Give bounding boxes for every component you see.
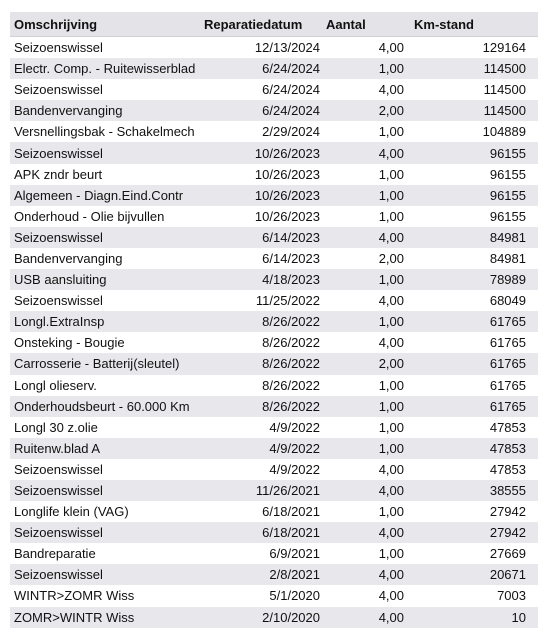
cell-date: 6/24/2024 [262,61,320,77]
cell-mileage: 47853 [489,440,526,456]
cell-quantity: 1,00 [378,419,404,435]
cell-description: Electr. Comp. - Ruitewisserblad [14,61,196,77]
table-row [10,480,538,501]
cell-description: Seizoenswissel [14,82,103,98]
table-row [10,417,538,438]
cell-mileage: 114500 [483,61,526,77]
cell-date: 5/1/2020 [269,588,320,604]
table-row [10,522,538,543]
cell-mileage: 61765 [489,377,526,393]
table-row [10,332,538,353]
cell-mileage: 104889 [482,124,526,140]
cell-date: 8/26/2022 [262,356,320,372]
cell-mileage: 7003 [497,588,526,604]
cell-date: 8/26/2022 [262,377,320,393]
table-row [10,121,538,142]
cell-description: Longl.ExtraInsp [14,314,105,330]
cell-mileage: 96155 [489,187,526,203]
cell-description: Onderhoudsbeurt - 60.000 Km [14,398,190,414]
cell-quantity: 1,00 [378,440,404,456]
table-row [10,269,538,290]
cell-date: 10/26/2023 [254,166,320,182]
cell-description: Seizoenswissel [14,229,103,245]
cell-date: 6/24/2024 [262,103,320,119]
cell-description: USB aansluiting [14,272,107,288]
cell-date: 8/26/2022 [262,335,320,351]
table-row [10,311,538,332]
cell-date: 2/29/2024 [262,124,320,140]
repair-history-table [10,12,538,628]
cell-mileage: 38555 [489,483,526,499]
cell-description: ZOMR>WINTR Wiss [14,609,135,625]
table-row [10,543,538,564]
cell-quantity: 4,00 [378,82,404,98]
cell-description: WINTR>ZOMR Wiss [14,588,135,604]
cell-mileage: 61765 [489,314,526,330]
cell-quantity: 4,00 [378,525,404,541]
cell-date: 6/14/2023 [262,229,320,245]
cell-date: 10/26/2023 [254,208,320,224]
cell-description: Bandenvervanging [14,103,123,119]
cell-date: 6/9/2021 [269,546,320,562]
table-row [10,248,538,269]
cell-date: 8/26/2022 [262,314,320,330]
cell-mileage: 114500 [483,103,526,119]
table-row [10,564,538,585]
cell-description: Seizoenswissel [14,461,103,477]
table-row [10,142,538,163]
table-row [10,79,538,100]
table-row [10,58,538,79]
cell-quantity: 1,00 [378,208,404,224]
table-row [10,459,538,480]
cell-mileage: 84981 [489,250,526,266]
cell-description: Bandenvervanging [14,250,123,266]
table-row [10,607,538,628]
cell-description: Seizoenswissel [14,483,103,499]
cell-mileage: 129164 [482,40,526,56]
cell-mileage: 20671 [489,567,526,583]
cell-description: APK zndr beurt [14,166,103,182]
table-row [10,164,538,185]
cell-date: 10/26/2023 [254,145,320,161]
cell-quantity: 4,00 [378,567,404,583]
cell-quantity: 1,00 [378,187,404,203]
cell-mileage: 96155 [489,208,526,224]
cell-description: Seizoenswissel [14,145,103,161]
table-row [10,227,538,248]
cell-quantity: 4,00 [378,461,404,477]
header-quantity[interactable]: Aantal [326,16,366,32]
cell-date: 11/25/2022 [255,293,320,309]
cell-date: 2/8/2021 [269,567,320,583]
cell-quantity: 1,00 [378,504,404,520]
cell-description: Ruitenw.blad A [14,440,101,456]
cell-description: Seizoenswissel [14,567,103,583]
table-row [10,375,538,396]
cell-mileage: 68049 [489,293,526,309]
cell-description: Bandreparatie [14,546,96,562]
cell-date: 4/9/2022 [269,461,320,477]
cell-quantity: 4,00 [378,588,404,604]
cell-description: Longlife klein (VAG) [14,504,129,520]
cell-quantity: 4,00 [378,609,404,625]
cell-mileage: 47853 [489,419,526,435]
table-row [10,438,538,459]
table-row [10,290,538,311]
cell-quantity: 2,00 [378,250,404,266]
cell-mileage: 78989 [489,272,526,288]
header-date[interactable]: Reparatiedatum [204,16,303,32]
table-row [10,37,538,58]
cell-mileage: 114500 [483,82,526,98]
cell-mileage: 61765 [489,398,526,414]
table-row [10,100,538,121]
cell-mileage: 61765 [489,356,526,372]
cell-mileage: 27669 [489,546,526,562]
cell-description: Seizoenswissel [14,293,103,309]
cell-quantity: 1,00 [378,166,404,182]
cell-quantity: 4,00 [378,229,404,245]
cell-mileage: 96155 [489,145,526,161]
cell-mileage: 61765 [489,335,526,351]
cell-date: 12/13/2024 [254,40,320,56]
cell-quantity: 1,00 [378,398,404,414]
cell-description: Algemeen - Diagn.Eind.Contr [14,187,184,203]
header-description[interactable]: Omschrijving [14,16,98,32]
cell-date: 2/10/2020 [262,609,320,625]
cell-description: Onderhoud - Olie bijvullen [14,208,165,224]
cell-date: 6/18/2021 [262,504,320,520]
cell-date: 8/26/2022 [262,398,320,414]
cell-description: Longl olieserv. [14,377,97,393]
cell-description: Longl 30 z.olie [14,419,98,435]
cell-quantity: 1,00 [378,546,404,562]
cell-quantity: 2,00 [378,103,404,119]
cell-date: 4/18/2023 [262,272,320,288]
cell-date: 6/14/2023 [262,250,320,266]
table-row [10,396,538,417]
cell-date: 6/18/2021 [262,525,320,541]
cell-quantity: 1,00 [378,61,404,77]
cell-quantity: 4,00 [378,40,404,56]
cell-mileage: 84981 [489,229,526,245]
table-row [10,185,538,206]
cell-date: 11/26/2021 [255,483,320,499]
cell-description: Versnellingsbak - Schakelmech [14,124,195,140]
table-row [10,206,538,227]
cell-description: Onsteking - Bougie [14,335,125,351]
cell-description: Seizoenswissel [14,525,103,541]
cell-date: 10/26/2023 [254,187,320,203]
cell-date: 4/9/2022 [269,440,320,456]
cell-quantity: 4,00 [378,483,404,499]
cell-mileage: 27942 [489,504,526,520]
header-mileage[interactable]: Km-stand [414,16,474,32]
cell-description: Seizoenswissel [14,40,103,56]
cell-mileage: 47853 [489,461,526,477]
cell-mileage: 96155 [489,166,526,182]
cell-quantity: 1,00 [378,314,404,330]
table-header-row [10,12,538,37]
cell-date: 6/24/2024 [262,82,320,98]
cell-quantity: 1,00 [378,272,404,288]
cell-quantity: 2,00 [378,356,404,372]
table-row [10,353,538,374]
cell-quantity: 1,00 [378,377,404,393]
cell-description: Carrosserie - Batterij(sleutel) [14,356,180,372]
cell-quantity: 4,00 [378,145,404,161]
cell-quantity: 4,00 [378,335,404,351]
cell-quantity: 1,00 [378,124,404,140]
table-body [10,37,538,628]
cell-date: 4/9/2022 [269,419,320,435]
table-row [10,585,538,606]
cell-mileage: 10 [511,609,526,625]
cell-mileage: 27942 [489,525,526,541]
cell-quantity: 4,00 [378,293,404,309]
table-row [10,501,538,522]
